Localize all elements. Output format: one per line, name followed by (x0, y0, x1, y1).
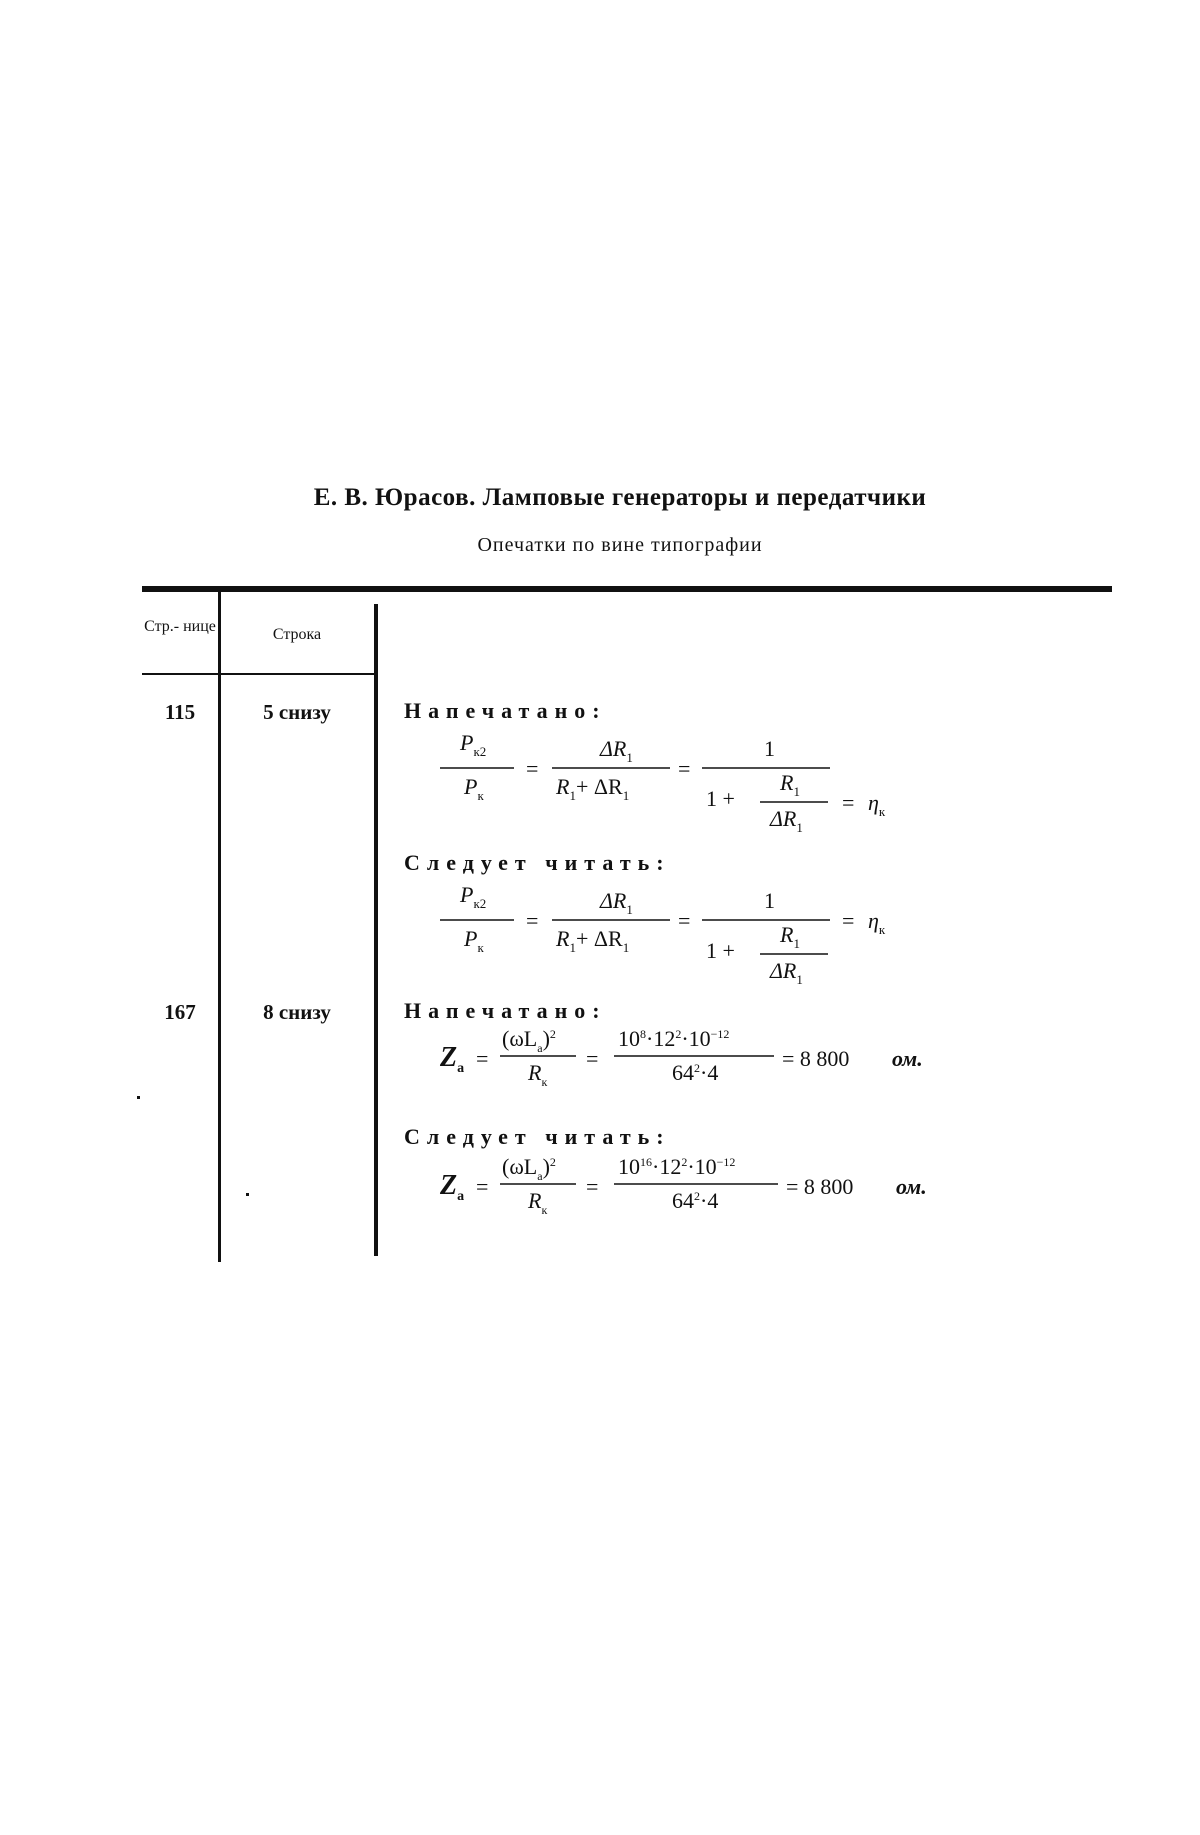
svg-text:Pк: $P_к$ (464, 774, 484, 803)
svg-text:=: = (476, 1174, 489, 1199)
svg-text:1: 1 (764, 736, 775, 761)
formula-z-correct (436, 1152, 976, 1222)
formula-eta-correct (430, 880, 950, 990)
line-ref: 5 снизу (263, 700, 331, 724)
svg-text:= 8 800: = 8 800 (786, 1174, 854, 1199)
svg-text:=: = (678, 756, 691, 781)
svg-text:ΔR1: $\Delta R_1$ (770, 806, 803, 835)
svg-text:(ωLa)2: $(\omega L_a)^2$ (502, 1154, 556, 1183)
svg-text:=: = (526, 908, 539, 933)
correct-label: Следует читать: (404, 850, 671, 875)
column-header-line: Строка (272, 626, 322, 643)
svg-text:=: = (526, 756, 539, 781)
svg-text:Za: $Z_a$ (440, 1170, 465, 1204)
page-number: 115 (164, 700, 196, 724)
column-divider (218, 592, 221, 1262)
svg-text:ΔR1: $\Delta R_1$ (600, 888, 633, 917)
svg-text:642·4: $64^2\cdot 4$ (672, 1060, 719, 1085)
svg-text:=: = (842, 790, 855, 815)
printed-label: Напечатано: (404, 698, 607, 723)
printed-label: Напечатано: (404, 998, 607, 1023)
svg-text:ΔR1: $\Delta R_1$ (600, 736, 633, 765)
page-number: 167 (164, 1000, 196, 1024)
line-ref: 8 снизу (263, 1000, 331, 1024)
svg-text:R1: $R_1$ (780, 922, 800, 951)
svg-text:Rк: $R_к$ (528, 1188, 548, 1217)
svg-text:1: 1 (764, 888, 775, 913)
svg-text:Rк: $R_к$ (528, 1060, 548, 1089)
column-header-page: Стр.- нице (144, 618, 216, 635)
svg-text:=: = (476, 1046, 489, 1071)
scan-speck (137, 1096, 140, 1099)
svg-text:= 8 800: = 8 800 (782, 1046, 850, 1071)
svg-text:(ωLa)2: $(\omega L_a)^2$ (502, 1026, 556, 1055)
svg-text:R1+ ΔR1: $R_1+ \Delta R_1$ (556, 926, 630, 955)
svg-text:642·4: $64^2\cdot 4$ (672, 1188, 719, 1213)
svg-text:=: = (586, 1046, 599, 1071)
scan-speck (246, 1193, 249, 1196)
svg-text:R1: $R_1$ (780, 770, 800, 799)
formula-eta-printed (430, 728, 950, 838)
svg-text:Pк2: $P_{к2}$ (460, 730, 487, 759)
correct-label: Следует читать: (404, 1124, 671, 1149)
svg-text:R1+ ΔR1: $R_1+ \Delta R_1$ (556, 774, 630, 803)
svg-text:ΔR1: $\Delta R_1$ (770, 958, 803, 987)
svg-text:=: = (586, 1174, 599, 1199)
svg-text:=: = (678, 908, 691, 933)
svg-text:1 +: 1 + (706, 938, 735, 963)
svg-text:ом.: ом. (892, 1046, 923, 1071)
svg-text:Pк: $P_к$ (464, 926, 484, 955)
svg-text:Za: $Z_a$ (440, 1042, 465, 1076)
header-rule (142, 673, 378, 675)
formula-z-printed (436, 1024, 976, 1094)
top-rule (142, 586, 1112, 592)
document-subtitle: Опечатки по вине типографии (477, 534, 763, 556)
column-divider (374, 604, 378, 1256)
svg-text:ом.: ом. (896, 1174, 927, 1199)
svg-text:Pк2: $P_{к2}$ (460, 882, 487, 911)
svg-text:1016·122·10−12: $10^{16}\cdot 12^2\cdot 10^{-12}$ (618, 1154, 736, 1179)
svg-text:ηк: $\eta_к$ (868, 790, 886, 819)
svg-text:1 +: 1 + (706, 786, 735, 811)
svg-text:ηк: $\eta_к$ (868, 908, 886, 937)
svg-text:108·122·10−12: $10^8\cdot 12^2\cdot 10^{-12}$ (618, 1026, 730, 1051)
document-title: Е. В. Юрасов. Ламповые генераторы и передатчики (313, 484, 927, 511)
svg-text:=: = (842, 908, 855, 933)
